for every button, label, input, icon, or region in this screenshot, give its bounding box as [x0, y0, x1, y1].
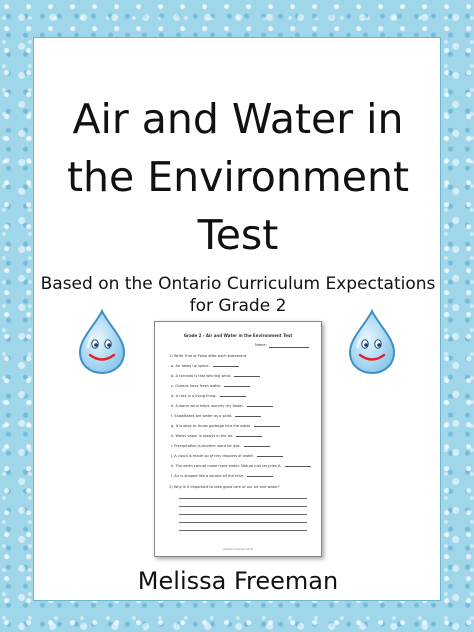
preview-writing-line	[179, 530, 307, 531]
preview-question: a. Air takes up space.	[171, 364, 239, 369]
preview-question: j. A cloud is made up of tiny droplets of water.	[171, 454, 283, 459]
preview-question: c. Oceans have fresh water.	[171, 384, 250, 389]
title-line-1: Air and Water in	[72, 95, 404, 143]
subtitle-line-2: for Grade 2	[189, 296, 287, 316]
test-page-preview	[154, 321, 322, 557]
cover-title	[34, 90, 442, 264]
preview-question: e. A warm wind helps laundry dry faster.	[171, 404, 273, 409]
water-drop-face-icon	[344, 308, 400, 376]
preview-footer: Melissa Freeman 2016	[223, 548, 253, 551]
preview-question: g. It is okay to throw garbage into the water.	[171, 424, 280, 429]
preview-name-line	[269, 347, 309, 348]
preview-title: Grade 2 - Air and Water in the Environment Test	[183, 333, 293, 338]
preview-writing-line	[179, 506, 307, 507]
title-line-3: Test	[197, 211, 279, 259]
preview-question-2: 2) Why is it important to take good care of our air and water?	[169, 485, 280, 489]
preview-question: l. Air is shaped like a square all the time.	[171, 474, 273, 479]
preview-question: d. A rock is a living thing.	[171, 394, 246, 399]
preview-question: k. The earth cannot make more water. Nature just recycles it.	[171, 464, 311, 469]
subtitle-line-1: Based on the Ontario Curriculum Expectations	[40, 274, 436, 294]
preview-question: i. Precipitation is another word for gas.	[171, 444, 270, 449]
preview-question: h. Water vapor is always in the air.	[171, 434, 262, 439]
preview-question: b. A tornado is fast whirling wind.	[171, 374, 260, 379]
author-name: Melissa Freeman	[137, 567, 339, 595]
preview-question: f. Snowflakes are water as a solid.	[171, 414, 261, 419]
preview-name-label: Name:	[255, 343, 267, 347]
water-drop-face-icon	[74, 308, 130, 376]
cover-card	[33, 37, 441, 601]
preview-writing-line	[179, 522, 307, 523]
title-line-2: the Environment	[66, 153, 410, 201]
preview-instructions: 1) Write True or False after each statement.	[169, 354, 248, 358]
preview-writing-line	[179, 514, 307, 515]
preview-writing-line	[179, 498, 307, 499]
